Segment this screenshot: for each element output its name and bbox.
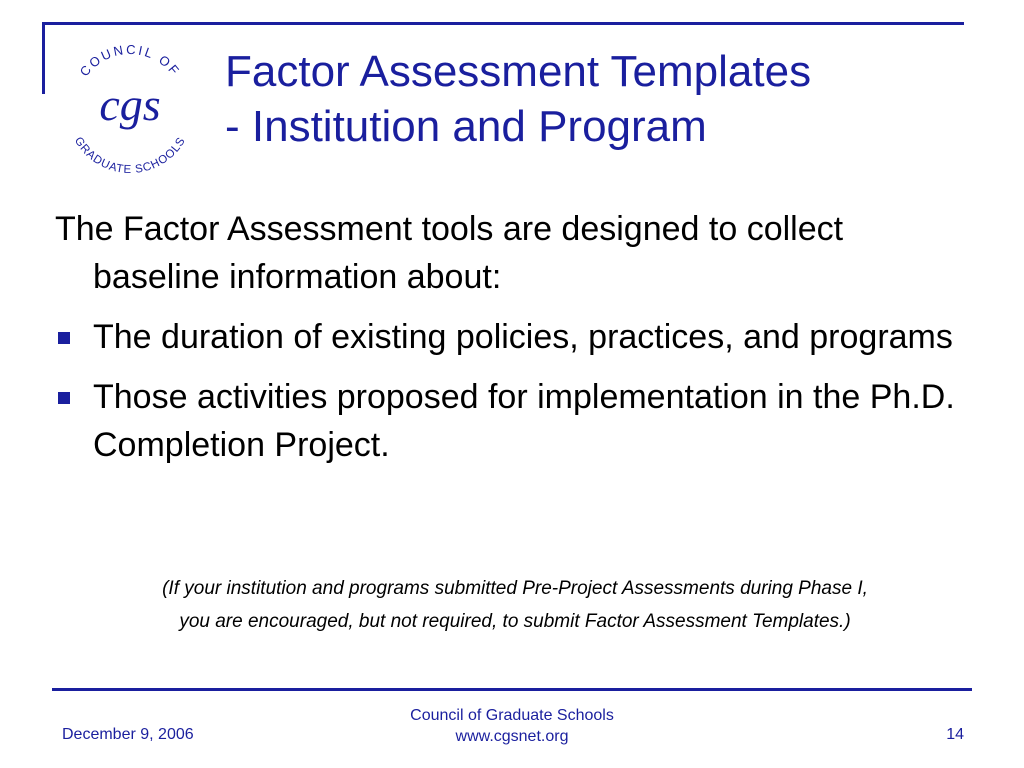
bottom-rule: [52, 688, 972, 691]
title-line-1: Factor Assessment Templates: [225, 47, 812, 96]
svg-text:GRADUATE SCHOOLS: [72, 135, 188, 176]
title-line-2: - Institution and Program: [225, 102, 707, 151]
left-rule: [42, 22, 45, 94]
bullet-item: [55, 373, 973, 469]
footer-url: www.cgsnet.org: [455, 728, 569, 745]
bullet-text: The duration of existing policies, practices, and programs: [93, 318, 953, 356]
footer-date: December 9, 2006: [62, 726, 194, 743]
square-bullet-icon: [58, 392, 70, 404]
logo-arc-top: COUNCIL OF: [76, 41, 184, 80]
top-rule: [42, 22, 964, 25]
square-bullet-icon: [58, 332, 70, 344]
svg-text:COUNCIL OF: [77, 42, 184, 79]
footer-org: Council of Graduate Schools: [410, 707, 614, 724]
slide-number: 14: [946, 726, 964, 743]
note-line-2: you are encouraged, but not required, to submit Factor Assessment Templates.): [179, 611, 851, 632]
intro-paragraph: The Factor Assessment tools are designed to collect baseline information about:: [55, 210, 844, 296]
logo-monogram: cgs: [99, 79, 161, 130]
italic-note: [55, 572, 975, 638]
slide-body: [55, 205, 975, 469]
logo-arc-bottom: GRADUATE SCHOOLS: [71, 135, 189, 177]
footer-center: [362, 705, 662, 747]
cgs-logo: [55, 32, 205, 182]
slide-title: [225, 44, 965, 154]
note-line-1: (If your institution and programs submitted Pre-Project Assessments during Phase I,: [162, 578, 868, 599]
bullet-text: Those activities proposed for implementation in the Ph.D. Completion Project.: [93, 378, 955, 464]
bullet-item: [55, 313, 973, 361]
